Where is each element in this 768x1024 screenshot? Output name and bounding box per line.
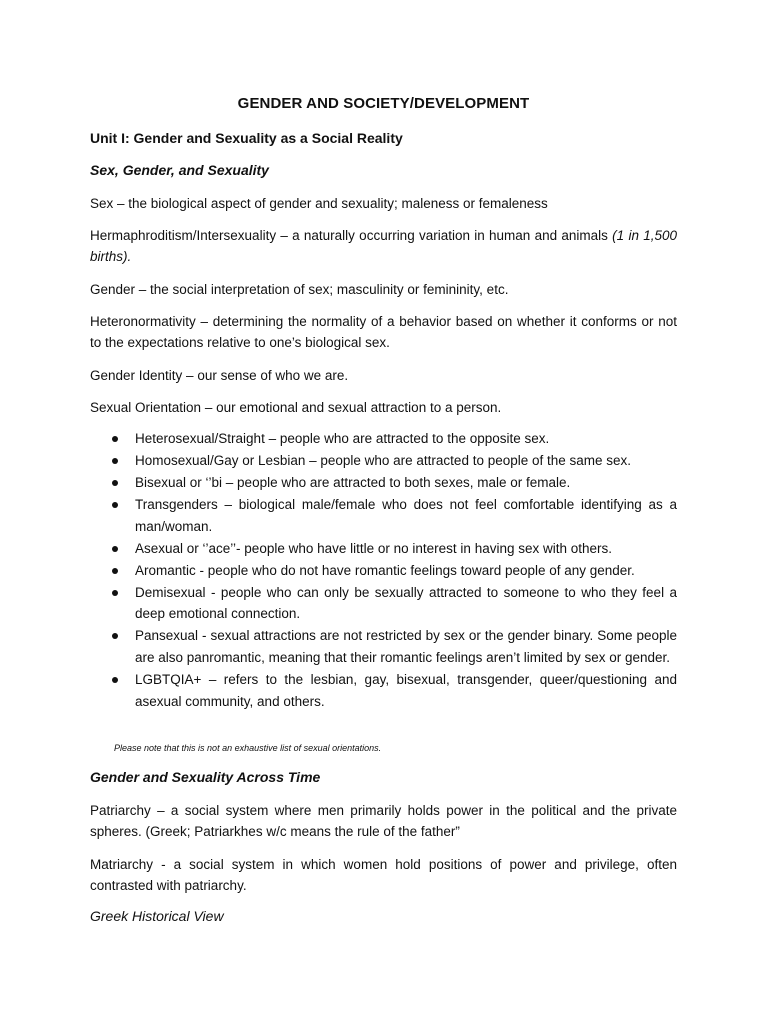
- bullet-icon: [112, 436, 118, 442]
- definition-patriarchy: Patriarchy – a social system where men primarily holds power in the political and the private spheres. (Greek; Patriarkhes w/c means the rule of the father”: [90, 803, 677, 839]
- definition-matriarchy: Matriarchy - a social system in which women hold positions of power and privilege, often contrasted with patriarchy.: [90, 857, 677, 893]
- orientation-list-note: Please note that this is not an exhaustive list of sexual orientations.: [114, 743, 382, 753]
- definition-hermaphroditism-ratio: (1 in 1,500 births).: [90, 228, 678, 264]
- list-item-text: Heterosexual/Straight – people who are attracted to the opposite sex.: [135, 431, 550, 446]
- subsection-heading-greek-view: Greek Historical View: [90, 908, 224, 924]
- document-title: GENDER AND SOCIETY/DEVELOPMENT: [237, 95, 530, 112]
- bullet-icon: [112, 590, 118, 596]
- list-item: [90, 669, 677, 712]
- list-item-text: LGBTQIA+ – refers to the lesbian, gay, bisexual, transgender, queer/questioning and asexual community, and others.: [135, 672, 677, 709]
- list-item-text: Pansexual - sexual attractions are not restricted by sex or the gender binary. Some people are also panromantic, meaning that their romantic feelings aren’t limited by sex or gender.: [135, 628, 677, 666]
- list-item: [90, 560, 677, 582]
- definition-hermaphroditism: [90, 225, 677, 267]
- list-item: [90, 428, 677, 450]
- list-item-text: Demisexual - people who can only be sexually attracted to someone to who they feel a deep emotional connection.: [135, 584, 677, 622]
- bullet-icon: [112, 568, 118, 574]
- definition-gender-identity: Gender Identity – our sense of who we are.: [90, 368, 349, 383]
- definition-sex: Sex – the biological aspect of gender and sexuality; maleness or femaleness: [90, 196, 548, 211]
- list-item: [90, 472, 677, 494]
- list-item-text: Homosexual/Gay or Lesbian – people who are attracted to people of the same sex.: [135, 453, 632, 468]
- bullet-icon: [112, 480, 118, 486]
- definition-gender: Gender – the social interpretation of sex; masculinity or femininity, etc.: [90, 282, 509, 297]
- list-item: [90, 538, 677, 560]
- list-item-text: Transgenders – biological male/female who does not feel comfortable identifying as a man/woman.: [135, 497, 677, 534]
- bullet-icon: [112, 458, 118, 464]
- list-item: [90, 625, 677, 668]
- bullet-icon: [112, 677, 118, 683]
- orientation-list: [90, 428, 677, 713]
- definition-sexual-orientation: Sexual Orientation – our emotional and sexual attraction to a person.: [90, 400, 502, 415]
- list-item: [90, 494, 677, 537]
- section-heading-sex-gender-sexuality: Sex, Gender, and Sexuality: [90, 162, 269, 178]
- bullet-icon: [112, 502, 118, 508]
- list-item-text: Aromantic - people who do not have romantic feelings toward people of any gender.: [135, 562, 635, 578]
- unit-heading: Unit I: Gender and Sexuality as a Social Reality: [90, 130, 403, 146]
- bullet-icon: [112, 633, 118, 639]
- list-item-text: Asexual or ‘’ace’’- people who have little or no interest in having sex with others.: [135, 540, 613, 556]
- section-heading-across-time: Gender and Sexuality Across Time: [90, 769, 321, 785]
- bullet-icon: [112, 546, 118, 552]
- definition-hermaphroditism-text: Hermaphroditism/Intersexuality – a naturally occurring variation in human and animals: [90, 228, 613, 243]
- definition-heteronormativity: Heteronormativity – determining the normality of a behavior based on whether it conforms or not to the expectations relative to one’s biological sex.: [90, 314, 677, 350]
- list-item: [90, 582, 677, 625]
- list-item: [90, 450, 677, 472]
- list-item-text: Bisexual or ‘’bi – people who are attracted to both sexes, male or female.: [135, 475, 571, 490]
